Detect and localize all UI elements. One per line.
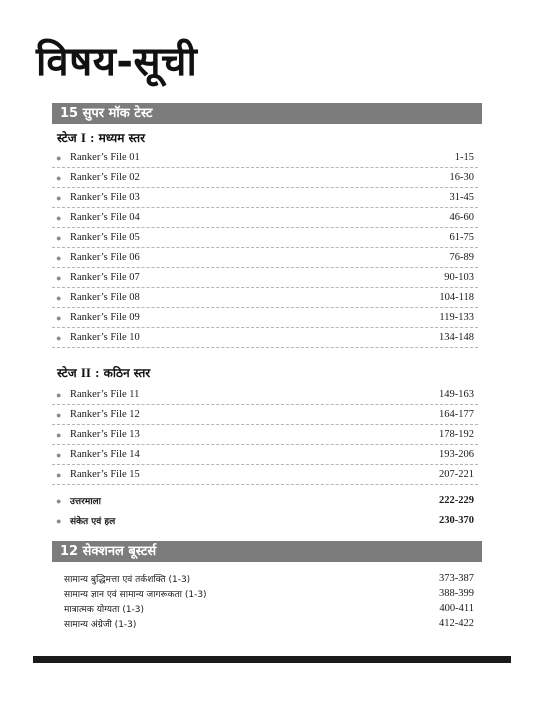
list-item-label: Ranker’s File 13 [70,429,140,440]
list-item-pages: 46-60 [449,212,474,223]
list-item-pages: 164-177 [439,409,474,420]
bullet-dot-icon: ● [56,232,62,243]
bullet-dot-icon: ● [56,152,62,163]
list-item-left [56,252,140,263]
list-item-label: उत्तरमाला [70,496,101,507]
list-item [52,490,478,510]
stage-separator: : [90,130,95,145]
list-item-pages: 230-370 [439,514,474,526]
list-item-pages: 1-15 [454,152,474,163]
list-item [52,248,478,268]
list-item-label: सामान्य बुद्धिमत्ता एवं तर्कशक्ति (1-3) [64,575,191,585]
list-item [52,148,478,168]
list-item-left [64,587,207,600]
section-heading-mock-tests: 15 सुपर मॉक टेस्ट [52,103,482,124]
list-item-left [64,617,136,630]
list-item-label: Ranker’s File 08 [70,292,140,303]
list-item-pages: 90-103 [444,272,474,283]
list-item-label: Ranker’s File 02 [70,172,140,183]
list-item-label: मात्रात्मक योग्यता (1-3) [64,605,145,615]
list-item-pages: 400-411 [439,603,474,614]
list-item [52,445,478,465]
list-item [52,510,478,530]
list-item-left [56,152,140,163]
list-item-pages: 119-133 [439,312,474,323]
bullet-dot-icon: ● [56,495,62,506]
list-item-left [56,469,140,480]
list-item-label: Ranker’s File 06 [70,252,140,263]
bullet-dot-icon: ● [56,389,62,400]
list-item [52,385,478,405]
stage-2-heading [57,365,150,381]
list-item-pages: 149-163 [439,389,474,400]
bullet-dot-icon: ● [56,252,62,263]
list-item-left [56,272,140,283]
list-item [64,571,478,586]
list-item-pages: 134-148 [439,332,474,343]
stage-roman: I [80,130,86,145]
bullet-dot-icon: ● [56,272,62,283]
list-item [64,586,478,601]
list-item-left [56,429,140,440]
bullet-dot-icon: ● [56,192,62,203]
list-item-pages: 178-192 [439,429,474,440]
stage-name: मध्यम स्तर [98,131,146,145]
list-item [52,328,478,348]
list-item-label: सामान्य अंग्रेजी (1-3) [64,620,137,630]
bullet-dot-icon: ● [56,469,62,480]
stage-separator: : [95,365,100,380]
list-item-pages: 76-89 [449,252,474,263]
list-item-left [56,312,140,323]
bullet-dot-icon: ● [56,409,62,420]
stage-prefix: स्टेज [57,131,77,145]
list-item-pages: 373-387 [439,573,474,584]
list-item [52,308,478,328]
stage-prefix: स्टेज [57,366,77,380]
section-heading-sectional-boosters: 12 सेक्शनल बूस्टर्स [52,541,482,562]
list-item-left [56,172,140,183]
list-item [52,288,478,308]
bullet-dot-icon: ● [56,312,62,323]
list-item-left [56,212,140,223]
stage-1-list [52,148,478,348]
list-item-left [56,494,101,507]
list-item [52,208,478,228]
list-item-pages: 207-221 [439,469,474,480]
bullet-dot-icon: ● [56,332,62,343]
list-item-label: Ranker’s File 14 [70,449,140,460]
list-item-label: Ranker’s File 11 [70,389,140,400]
list-item [64,601,478,616]
bullet-dot-icon: ● [56,429,62,440]
list-item-pages: 412-422 [439,618,474,629]
bullet-dot-icon: ● [56,449,62,460]
list-item [64,616,478,631]
list-item-label: Ranker’s File 15 [70,469,140,480]
list-item-pages: 388-399 [439,588,474,599]
answers-list [52,490,478,530]
stage-name: कठिन स्तर [103,366,151,380]
bullet-dot-icon: ● [56,172,62,183]
list-item [52,268,478,288]
list-item-pages: 61-75 [449,232,474,243]
stage-roman: II [80,365,91,380]
list-item-label: Ranker’s File 07 [70,272,140,283]
list-item-pages: 104-118 [439,292,474,303]
list-item-label: Ranker’s File 05 [70,232,140,243]
list-item [52,168,478,188]
list-item [52,465,478,485]
list-item-pages: 193-206 [439,449,474,460]
list-item-left [56,232,140,243]
list-item-label: सामान्य ज्ञान एवं सामान्य जागरूकता (1-3) [64,590,207,600]
list-item [52,405,478,425]
list-item-label: Ranker’s File 09 [70,312,140,323]
list-item-left [56,514,115,527]
list-item [52,188,478,208]
list-item-left [56,389,139,400]
stage-1-heading [57,130,145,146]
list-item-label: Ranker’s File 04 [70,212,140,223]
footer-rule [33,656,511,663]
list-item-label: संकेत एवं हल [70,516,116,527]
list-item-label: Ranker’s File 03 [70,192,140,203]
list-item-pages: 31-45 [449,192,474,203]
list-item-label: Ranker’s File 10 [70,332,140,343]
list-item-left [56,332,140,343]
list-item [52,228,478,248]
list-item-left [56,192,140,203]
list-item-pages: 16-30 [449,172,474,183]
sectional-boosters-list [64,571,478,631]
list-item [52,425,478,445]
list-item-left [56,409,140,420]
list-item-left [64,572,190,585]
list-item-left [56,449,140,460]
list-item-left [56,292,140,303]
bullet-dot-icon: ● [56,292,62,303]
bullet-dot-icon: ● [56,515,62,526]
list-item-label: Ranker’s File 01 [70,152,140,163]
page-title: विषय-सूची [36,39,198,85]
list-item-left [64,602,144,615]
list-item-pages: 222-229 [439,494,474,506]
stage-2-list [52,385,478,485]
bullet-dot-icon: ● [56,212,62,223]
list-item-label: Ranker’s File 12 [70,409,140,420]
